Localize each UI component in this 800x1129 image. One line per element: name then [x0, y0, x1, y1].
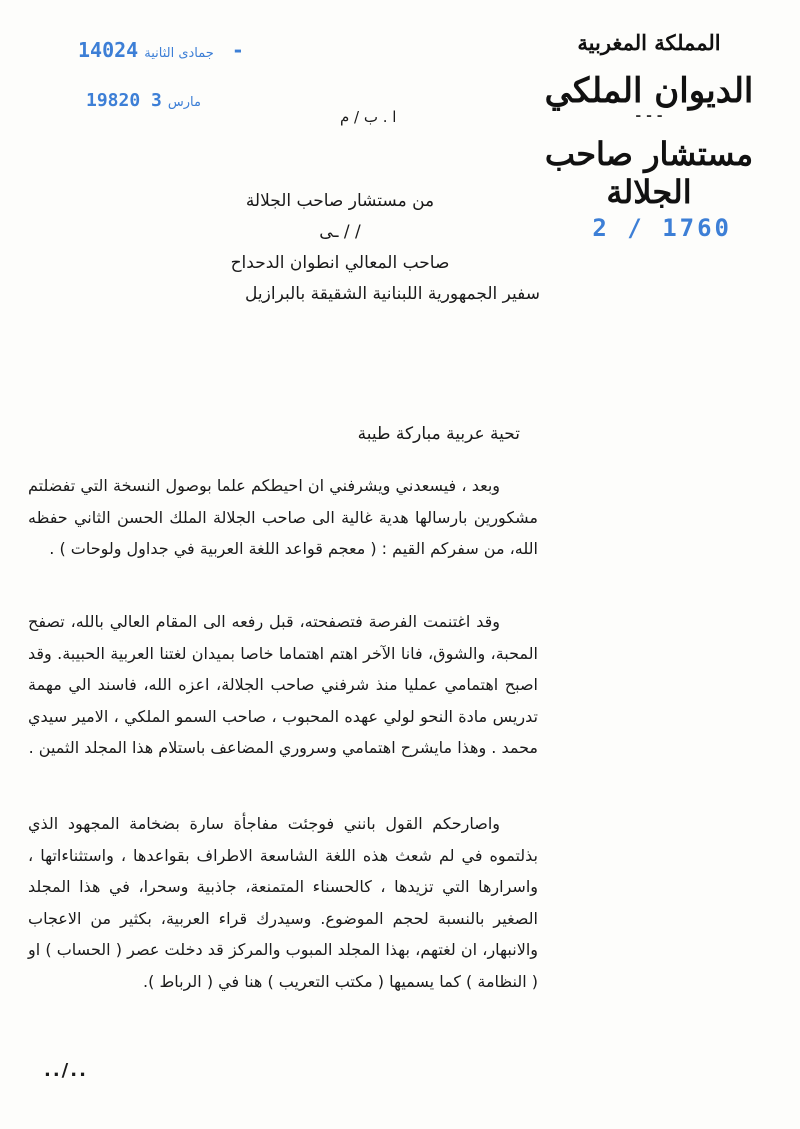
- letterhead-divider: - - -: [635, 108, 663, 124]
- paragraph-text: وقد اغتنمت الفرصة فتصفحته، قبل رفعه الى المقام العالي بالله، تصفح المحبة، والشوق، فانا الآخر اهتم اهتماما خاصا بميدان لغتنا العربية الحبيبة. وقد اصبح اهتمامي عمليا منذ شرفني صاحب الجلالة، اعزه الله، فاسند الي مهمة تدريس مادة النحو لولي عهده المحبوب ، صاحب السمو الملكي ، الامير سيدي محمد . وهذا مايشرح اهتمامي وسروري المضاعف باستلام هذا المجلد الثمين .: [28, 612, 538, 757]
- hijri-month: جمادى الثانية: [144, 46, 214, 61]
- gregorian-year: 1982: [86, 90, 130, 111]
- hijri-year: 1402: [78, 38, 127, 62]
- letterhead-kingdom: المملكة المغربية: [577, 30, 721, 55]
- to-line: / / ـى: [319, 222, 361, 242]
- paragraph-text: وبعد ، فيسعدني ويشرفني ان احيطكم علما بوصول النسخة التي تفضلتم مشكورين بارسالها هدية غالية الى صاحب الجلالة الملك الحسن الثاني حفظه الله، من سفركم القيم : ( معجم قواعد اللغة العربية في جداول ولوحات ) .: [28, 476, 538, 558]
- sender-line: من مستشار صاحب الجلالة: [245, 191, 435, 211]
- continued-marker: ../..: [44, 1060, 88, 1081]
- address-block: [140, 186, 540, 310]
- recipient-role: سفير الجمهورية اللبنانية الشقيقة بالبرازيل: [245, 284, 540, 304]
- letterhead: [544, 30, 754, 211]
- recipient-title: صاحب المعالي انطوان الدحداح: [230, 253, 450, 273]
- gregorian-date-stamp: [86, 90, 207, 111]
- paragraph-3: [28, 808, 538, 997]
- hijri-date-stamp: [78, 38, 244, 62]
- letterhead-royal-cabinet: الديوان الملكي: [544, 71, 754, 111]
- gregorian-month: مارس: [167, 95, 201, 110]
- reference-number-stamp: 2 / 1760: [592, 214, 732, 242]
- letterhead-counsellor: مستشار صاحب الجلالة: [544, 135, 754, 211]
- gregorian-day: 3 0: [129, 90, 162, 111]
- paragraph-text: واصارحكم القول بانني فوجئت مفاجأة سارة بضخامة المجهود الذي بذلتموه في لم شعث هذه اللغة الشاسعة الاطراف بقواعدها ، واستثناءاتها ، واسرارها التي تزيدها ، كالحسناء المتمنعة، جاذبية وسحرا، في هذا المجلد الصغير بالنسبة لحجم الموضوع. وسيدرك قراء العربية، بكثير من الاعجاب والانبهار، ان لغتهم، بهذا المجلد المبوب والمركز قد دخلت عصر ( الحساب ) او ( النظامة ) كما يسميها ( مكتب التعريب ) هنا في ( الرباط ).: [28, 814, 538, 991]
- paragraph-1: [28, 470, 538, 565]
- hijri-day: 4 -: [126, 38, 244, 62]
- greeting-line: تحية عربية مباركة طيبة: [357, 424, 520, 444]
- paragraph-2: [28, 606, 538, 764]
- author-initials: ا . ب / م: [340, 108, 397, 126]
